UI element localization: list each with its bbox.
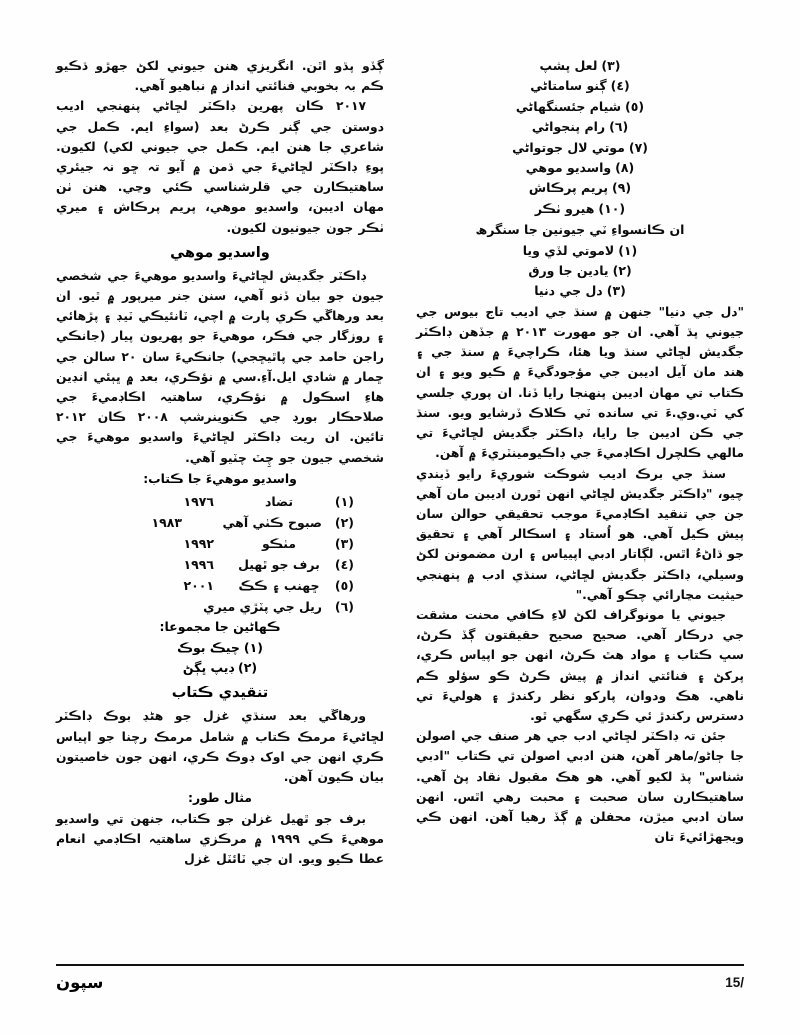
second-list-caption: ان ڪانسواءِ ٽي جيونين جا سنگرھ — [475, 222, 685, 238]
list-item — [416, 56, 744, 76]
list-item — [416, 241, 744, 261]
list-item-number: (٥) — [625, 98, 645, 114]
list-item-label: واسديو موهي — [525, 160, 612, 176]
list-item-label: رام پنجواڻي — [531, 119, 606, 135]
list-item — [416, 97, 744, 117]
table-row — [56, 575, 384, 596]
list-item-number: (١) — [618, 242, 638, 258]
book-year: ١٩٧٦ — [183, 494, 214, 510]
paragraph: سنڌ جي برڪ اديب شوڪت شوريءَ رايو ڏيندي چيو، "ڊاڪٽر جگديش لڇاڻي انھن ٿورن اديبن مان آھي جن جي تنقيد اڪاڊميءَ موجب تحقيقي حوالن سان پيش ڪيل آھي. ھو اُستاد ۽ اسڪالر آھي ۽ تحقيق جو ڌاڻءُ اٿس. لڳاتار ادبي اپيياس ۽ ارن مضمونن لکڻ وسيلي، ڊاڪٽر جگديش لڇاڻي، سنڌي ادب ۾ پنھنجي حيثيت مڃارائي چڪو آھي." — [416, 466, 744, 602]
book-number: (٥) — [334, 578, 354, 594]
list-item-number: (٦) — [609, 119, 629, 135]
book-year: ١٩٩٦ — [183, 557, 214, 573]
list-item-label: ڊيپ ڀڳڻ — [182, 660, 234, 676]
paragraph: ٢٠١٧ ڪان پهرين ڊاڪٽر لڇاڻي پنھنجي اديب دوستن جي ڳنر ڪرڻ بعد (سواءِ ايم. ڪمل جي شاعري جا ھنن ايم. ڪمل جي جيوني لکي) لکيون. پوءِ ڊاڪٽر لڇاڻيءَ جي ڌمن ۾ آيو تہ ڇو نہ جيئري ساهتيڪارن جي قلرشناسي ڪئي وڃي. ھنن ٺن مھان اديبن، واسديو موهي، پريم پرڪاش ۽ ميري ٺڪر جون جيونيون لکيون. — [56, 99, 384, 235]
list-item — [56, 638, 384, 658]
table-row — [56, 491, 384, 512]
list-item-label: يادين جا ورق — [528, 263, 609, 279]
left-column — [56, 56, 390, 936]
list-item-number: (٩) — [612, 180, 632, 196]
table-row — [56, 554, 384, 575]
list-item-label: ڳنو سامتاڻي — [530, 78, 607, 94]
paragraph: برف جو ٿهيل غزلن جو ڪتاب، جنھن تي واسديو موهيءَ ڪي ١٩٩٩ ۾ مرڪزي ساهتيہ اڪاڊمي انعام عطا ڪيو ويو. ان جي ٽائٽل غزل — [56, 811, 384, 867]
page-number: 15/ — [725, 975, 744, 990]
book-number: (٤) — [334, 557, 354, 573]
list-item-label: شيام جئسنگهاڻي — [515, 98, 621, 114]
list-item — [56, 658, 384, 678]
page-footer — [56, 970, 744, 1010]
list-item — [416, 281, 744, 301]
section-heading-critical-book: تنقيدي ڪتاب — [171, 684, 269, 702]
paragraph: "دل جي دنيا" جنھن ۾ سنڌ جي اديب تاج بيوس جي جيوني پڌ آھي. ان جو مھورت ٢٠١٣ ۾ جڏھن ڊاڪٽر جگديش لڇاڻي سنڌ ويا ھئا، ڪراچيءَ ۾ سنڌ جي ۽ ھند مان آيل اديبن جي مؤجودگيءَ ۾ ڪيو ويو ۽ ان ڪتاب تي مھان اديبن پنھنجا رايا ڏنا. ان پوري جلسي کي ٽي.وي.ءَ تي سانده ٽي ڪلاڪ ڏرشايو ويو. سنڌ جي ڪن اديبن جا رايا، ڊاڪٽر جگديش لڇاڻيءَ تي مالھي ڪلچرل اڪاڊميءَ جي ڊاڪيومينٽريءَ ۾ آھن. — [416, 304, 744, 461]
book-number: (١) — [334, 494, 354, 510]
paragraph: ورهاڱي بعد سنڌي غزل جو ھڻڊ بوڪ ڊاڪٽر لڇاڻيءَ مرمڪ ڪتاب ۾ شامل مرمڪ رچنا جو اپياس ڪري انھن جي اوک ڊوڪ ڪري، انھن جون خاصيتون بيان ڪيون آهن. — [56, 709, 384, 785]
example-label: مثال طور: — [188, 790, 252, 806]
book-year: ١٩٨٣ — [151, 515, 182, 531]
book-number: (٢) — [334, 515, 354, 531]
book-list — [56, 491, 384, 617]
table-row — [56, 533, 384, 554]
book-number: (٦) — [334, 599, 354, 615]
second-list — [416, 241, 744, 302]
book-title: صبوح ڪٺي آهي — [222, 515, 322, 531]
paragraph: ڊاڪٽر جگديش لڇاڻيءَ واسديو موهيءَ جي شخصي جيون جو بيان ڏنو آھي، سنن جنر ميرپور ۾ ٿيو. ان بعد ورهاڱي ڪري پارت ۾ اچي، ٽانئيڪي ٽيڊ ۽ پڙهائي ۽ روزگار جي فڪر، موهيءَ جو پهريون پيار (جانڪي راجن حامد جي پاٿيڇجي) جانڪيءَ سان ٢٠ سالن جي ڇمار ۾ شادي ايل.آءِ.سي ۾ نؤڪري، بعد ۾ ڀٻئي انڊين ھاءِ اسڪول ۾ نؤڪري، ساهتيہ اڪاڊميءَ جي صلاحڪار بورڊ جي ڪنوينرشپ ٢٠٠٨ ڪان ٢٠١٢ تائين. ان ريت ڊاڪٽر لڇاڻيءَ واسديو موهيءَ جي شخصي جيون جو چِٽ چٽيو آھي. — [56, 268, 385, 465]
list-item — [416, 199, 744, 219]
list-item — [416, 178, 744, 198]
book-title: ريل جي پٽڙي ميري — [203, 599, 322, 615]
list-item-number: (٤) — [610, 78, 630, 94]
paragraph: جئن تہ ڊاڪٽر لڇاڻي ادب جي ھر صنف جي اصولن جا ڄاڻو/ماهر آھن، ھنن ادبي اصولن تي ڪتاب "ادبي شناس" پڌ لکيو آھي. ھو ھڪ مقبول نقاد پڻ آھي. ساهتيڪارن سان صحبت ۽ محبت رهي اٿس. انھن سان ادبي ميڙن، محفلن ۾ ڳڏ رهيا آهن. انھن ڪي ويجهڙائيءَ تان — [416, 729, 744, 845]
list-item-label: لاموتي لڏي ويا — [522, 242, 615, 258]
list-item-number: (٧) — [628, 139, 648, 155]
table-row — [56, 596, 384, 617]
list-item — [416, 117, 744, 137]
book-title: تضاد — [264, 494, 294, 510]
right-column — [410, 56, 744, 936]
book-title: ڇهنب ۽ ڪڪ — [238, 578, 320, 594]
list-item-label: موتي لال جوتواڻي — [512, 139, 625, 155]
footer-book-title: سپون — [56, 973, 104, 992]
two-column-body — [56, 56, 744, 936]
story-collection-list — [56, 638, 384, 679]
list-item-number: (١) — [243, 639, 263, 655]
paragraph: ڳڏو پڌو اٿن. انگريزي ھنن جيوني لکڻ جهڙو ڌڪيو ڪم بہ بخوبي فنائتي انداز ۾ نباهيو آھي. — [56, 59, 384, 94]
books-caption: واسديو موهيءَ جا ڪتاب: — [143, 470, 297, 486]
book-title: مٺڪو — [261, 536, 297, 552]
list-item-label: پريم پرڪاش — [528, 180, 609, 196]
list-item-number: (٨) — [615, 160, 635, 176]
list-item — [416, 261, 744, 281]
book-number: (٣) — [334, 536, 354, 552]
list-item-number: (٣) — [601, 58, 621, 73]
list-item-label: لعل پشپ — [539, 58, 598, 73]
table-row — [56, 512, 384, 533]
list-item — [416, 158, 744, 178]
sublist-caption: ڪھاڻين جا مجموعا: — [159, 619, 281, 635]
list-item-number: (١٠) — [598, 200, 626, 216]
section-heading-vasdev-mohi: واسديو موهي — [170, 243, 270, 261]
footer-divider — [56, 964, 744, 966]
list-item-number: (٢) — [237, 660, 258, 676]
list-item-label: دل جي دنيا — [534, 283, 603, 299]
paragraph: جيوني يا مونوگراف لکڻ لاءِ ڪافي محنت مشقت جي درڪار آھي. صحيح صحيح حقيقتون ڳڏ ڪرڻ، سڀ ڪتاب ۽ مواد ھٿ ڪرڻ، انھن جو اپياس ڪري، پرکڻ ۽ فنائتي انداز ۾ پيش ڪرڻ ڪو سؤلو ڪم ناھي. ھڪ ودوان، پارکو نظر رکندڙ ۽ ھوليءَ تي دسترس رکندڙ ئي ڪري سگهي ٿو. — [416, 607, 744, 723]
catalogue-list — [416, 56, 744, 219]
book-title: برف جو ٿهيل — [238, 557, 320, 573]
book-year: ٢٠٠١ — [183, 578, 214, 594]
list-item-number: (٢) — [612, 263, 632, 279]
list-item-number: (٣) — [606, 283, 626, 299]
book-year: ١٩٩٢ — [183, 536, 214, 552]
list-item-label: چيڪ بوڪ — [177, 639, 240, 655]
list-item — [416, 76, 744, 96]
list-item-label: ھيرو ٺڪر — [534, 200, 595, 216]
list-item — [416, 138, 744, 158]
